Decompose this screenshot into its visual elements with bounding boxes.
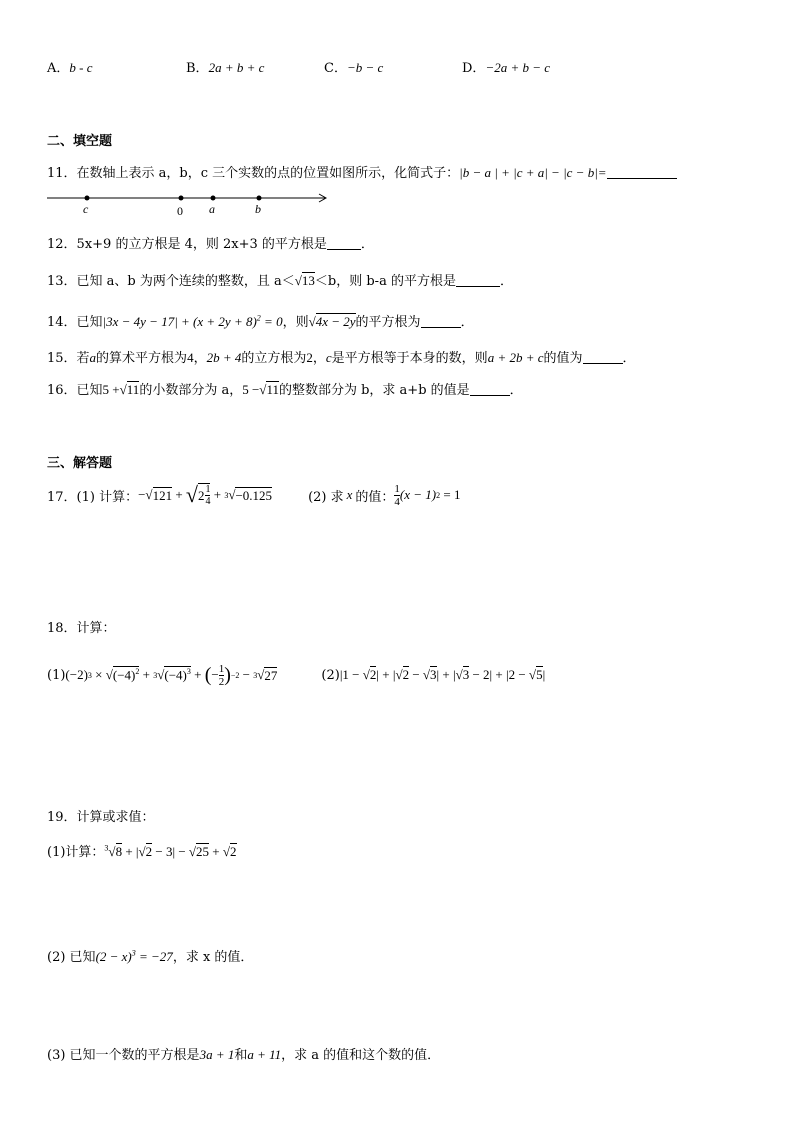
answer-blank — [421, 315, 461, 328]
option-b — [186, 57, 264, 76]
option-letter: A． — [47, 61, 70, 76]
option-d — [462, 57, 550, 76]
question-19-expr-2: $(2 - x)^3 = -27$ — [95, 948, 173, 964]
sqrt-expr: √4x − 2y — [308, 314, 356, 329]
section-solve-title: 三、解答题 — [47, 456, 113, 471]
text: 的小数部分为 a， — [139, 383, 243, 398]
question-14-text: 14．已知 — [47, 315, 103, 330]
question-19-part-3 — [47, 1044, 440, 1063]
question-12 — [47, 233, 374, 252]
period: ． — [460, 315, 474, 330]
option-expr: −b − c — [346, 60, 384, 75]
question-15 — [47, 347, 636, 366]
question-18-expr-1: (−2) 3 × √ $(-4)^2$ + 3 √ $(-4)^3$ + ( − 1 2 ) −2 − 3 √ 27 — [65, 662, 278, 688]
option-expr: 2a + b + c — [208, 60, 265, 75]
label-b: b — [255, 202, 261, 216]
question-15-text: 15．若 — [47, 351, 90, 366]
option-letter: D． — [462, 61, 486, 76]
var-a: a — [89, 350, 97, 365]
question-18-expr-2: |1 − √2| + |√2 − √3| + |√3 − 2| + |2 − √5| — [339, 667, 546, 682]
option-letter: C． — [324, 61, 347, 76]
sqrt-13: √13 — [294, 273, 315, 288]
period: ． — [360, 237, 374, 252]
expr: 5 + — [102, 382, 120, 397]
answer-blank — [456, 274, 500, 287]
answer-blank — [327, 237, 361, 250]
question-18-label: 18．计算： — [47, 621, 116, 636]
part-3-and: 和 — [234, 1048, 248, 1063]
part-2-text: ，求 x 的值． — [172, 950, 254, 965]
period: ． — [509, 383, 523, 398]
question-14-equation: $|3x - 4y - 17| + (x + 2y + 8)^2 = 0$ — [102, 313, 283, 329]
expr: a + 2b + c — [487, 350, 544, 365]
point-b — [257, 196, 262, 201]
radicand: 11 — [266, 382, 279, 397]
number-line — [47, 188, 337, 218]
question-17-label: 17．(1) 计算： — [47, 489, 139, 505]
expr-3b: a + 11 — [247, 1047, 282, 1062]
question-17-expr-1: −√ 121 + √ 2 1 4 + 3 √ −0.125 — [138, 482, 273, 507]
label-c: c — [83, 202, 89, 216]
text: 的整数部分为 b，求 a+b 的值是 — [278, 383, 470, 398]
part-3-text: ，求 a 的值和这个数的值． — [281, 1048, 441, 1063]
option-letter: B． — [186, 61, 209, 76]
radicand: 11 — [126, 382, 140, 397]
option-expr: −2a + b − c — [485, 60, 551, 75]
question-14-text-mid: ，则 — [282, 315, 309, 330]
question-13-text-mid: ＜b，则 b-a 的平方根是 — [314, 274, 456, 289]
question-12-text: 12．5x+9 的立方根是 4，则 2x+3 的平方根是 — [47, 237, 327, 252]
question-13 — [47, 270, 513, 289]
sqrt-11: √11 — [259, 382, 279, 397]
answer-blank — [607, 166, 677, 179]
label-zero: 0 — [177, 204, 183, 218]
expr-3a: 3a + 1 — [199, 1047, 235, 1062]
part-3-label: (3) 已知一个数的平方根是 — [47, 1048, 200, 1063]
part-2-label: (2) — [321, 667, 340, 683]
option-expr: b - c — [69, 60, 93, 75]
question-16-text: 16．已知 — [47, 383, 103, 398]
question-17-expr-2: 1 4 (x − 1) 2 = 1 — [394, 482, 461, 508]
question-19-label: 19．计算或求值： — [47, 810, 155, 825]
answer-blank — [583, 351, 623, 364]
option-c — [324, 57, 383, 76]
question-11-text: 11．在数轴上表示 a，b，c 三个实数的点的位置如图所示，化简式子： — [47, 166, 460, 181]
question-14 — [47, 311, 474, 330]
question-19-part-2 — [47, 946, 253, 965]
point-zero — [179, 196, 184, 201]
question-11-expr: |b − a | + |c + a| − |c − b|= — [459, 165, 607, 180]
text: 的算术平方根为 — [96, 351, 188, 366]
part-2-label: (2) 已知 — [47, 950, 96, 965]
period: ． — [499, 274, 513, 289]
point-a — [211, 196, 216, 201]
text: ， — [193, 351, 207, 366]
question-19-part-1 — [47, 841, 237, 860]
question-14-text-post: 的平方根为 — [355, 315, 421, 330]
question-19-expr-1: $^3$√8 + |√2 − 3| − √25 + √2 — [104, 843, 237, 859]
point-c — [85, 196, 90, 201]
sqrt-11: √11 — [119, 382, 140, 397]
text: 是平方根等于本身的数，则 — [331, 351, 488, 366]
answer-blank — [470, 383, 510, 396]
period: ． — [622, 351, 636, 366]
section-fill-blank-title: 二、填空题 — [47, 134, 113, 149]
question-16 — [47, 379, 523, 398]
text: 的立方根为 — [241, 351, 307, 366]
question-17-part-2-text: 的值： — [355, 489, 395, 505]
var-c: c — [325, 350, 332, 365]
var-x: x — [346, 487, 353, 502]
label-a: a — [209, 202, 215, 216]
question-18 — [47, 657, 545, 693]
radicand: 4x − 2y — [315, 314, 356, 329]
radicand: 13 — [301, 273, 315, 288]
num: 2 — [306, 350, 313, 365]
expr: 2b + 4 — [206, 350, 242, 365]
text: ， — [312, 351, 326, 366]
question-17-part-2: (2) 求 — [308, 489, 344, 505]
num: 4 — [187, 350, 194, 365]
question-17 — [47, 478, 460, 512]
question-11 — [47, 162, 677, 181]
expr: 5 − — [242, 382, 260, 397]
text: 的值为 — [543, 351, 583, 366]
part-1-label: (1) — [47, 667, 66, 683]
question-13-text: 13．已知 a、b 为两个连续的整数，且 a＜ — [47, 274, 295, 289]
part-1-label: (1)计算： — [47, 845, 105, 860]
option-a — [47, 57, 93, 76]
